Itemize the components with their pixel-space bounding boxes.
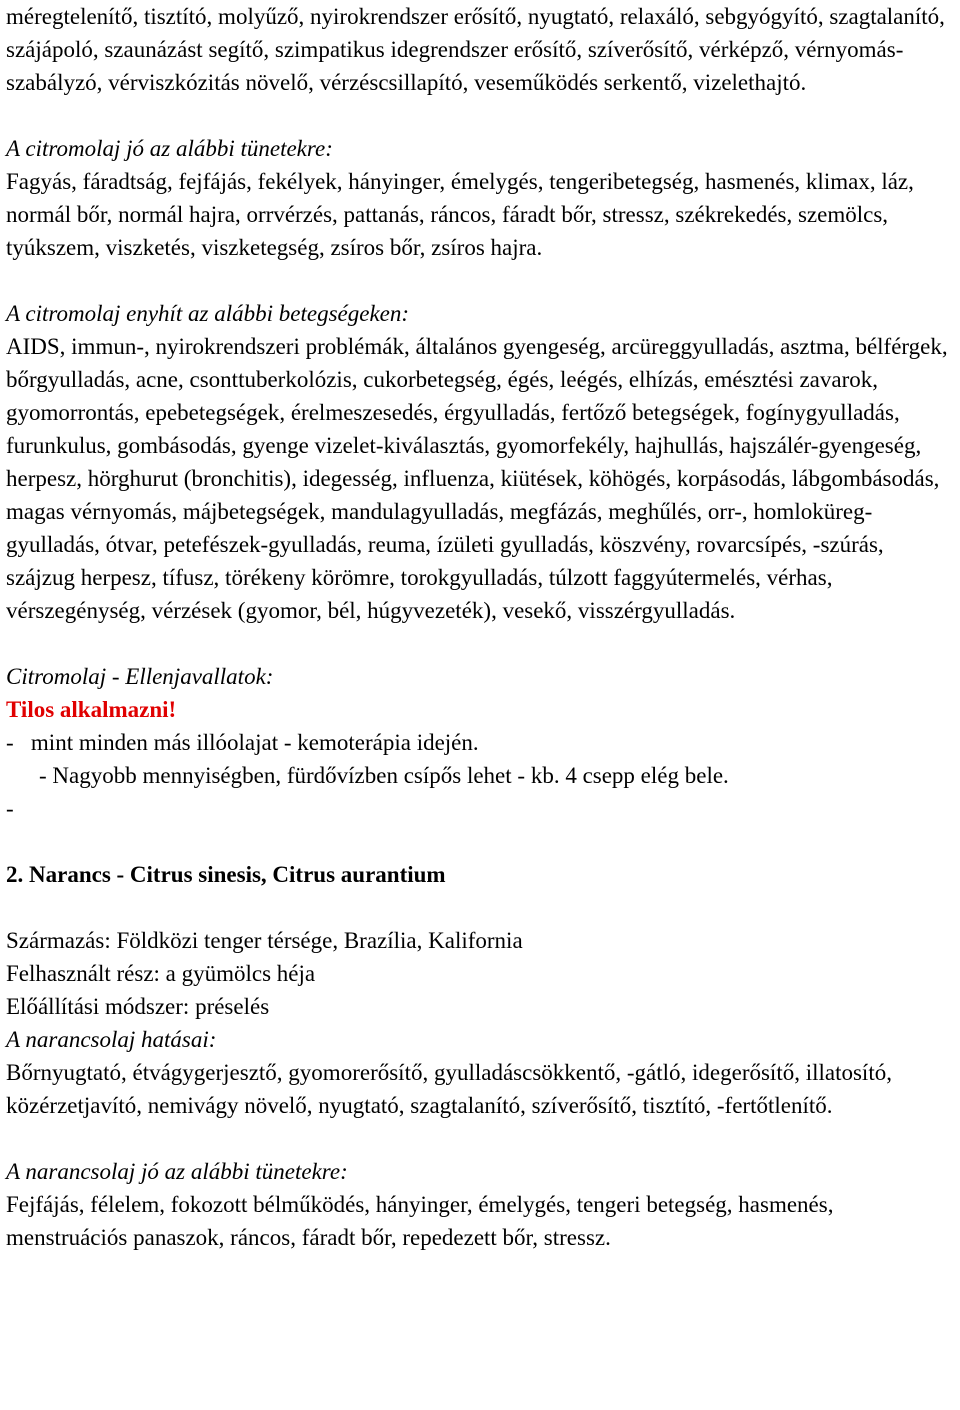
orange-symptoms-text: Fejfájás, félelem, fokozott bélműködés, hányinger, émelygés, tengeri betegség, hasmenés, menstruációs panaszok, ráncos, fáradt bőr, repedezett bőr, stressz. — [6, 1192, 834, 1250]
contraindications-heading: Citromolaj - Ellenjavallatok: — [6, 664, 274, 689]
lemon-diseases-section — [6, 297, 956, 627]
orange-section-title: 2. Narancs - Citrus sinesis, Citrus aurantium — [6, 862, 446, 887]
warning-text: Tilos alkalmazni! — [6, 697, 177, 722]
properties-paragraph: méregtelenítő, tisztító, molyűző, nyirokrendszer erősítő, nyugtató, relaxáló, sebgyógyító, szagtalanító, szájápoló, szaunázást segítő, szimpatikus idegrendszer erősítő, szíverősítő, vérképző, vérnyomás-szabályzó, vérviszkózitás növelő, vérzéscsillapító, veseműködés serkentő, vizelethajtó. — [6, 4, 945, 95]
lemon-symptoms-text: Fagyás, fáradtság, fejfájás, fekélyek, hányinger, émelygés, tengeribetegség, hasmenés, klimax, láz, normál bőr, normál hajra, orrvérzés, pattanás, ráncos, fáradt bőr, stressz, székrekedés, szemölcs, tyúkszem, viszketés, viszketegség, zsíros bőr, zsíros hajra. — [6, 169, 914, 260]
contraindication-item-2: - Nagyobb mennyiségben, fürdővízben csípős lehet - kb. 4 csepp elég bele. — [39, 763, 729, 788]
orange-effects-heading: A narancsolaj hatásai: — [6, 1027, 217, 1052]
orange-effects-text: Bőrnyugtató, étvágygerjesztő, gyomorerősítő, gyulladáscsökkentő, -gátló, idegerősítő, illatosító, közérzetjavító, nemivágy növelő, nyugtató, szagtalanító, szíverősítő, tisztító, -fertőtlenítő. — [6, 1060, 892, 1118]
document-page — [6, 0, 956, 1254]
contraindication-item-1: - mint minden más illóolajat - kemoterápia idején. — [6, 730, 479, 755]
lemon-symptoms-section — [6, 132, 956, 264]
orange-origin: Származás: Földközi tenger térsége, Brazília, Kalifornia — [6, 928, 523, 953]
contraindication-item-3: - — [6, 796, 14, 821]
lemon-diseases-heading: A citromolaj enyhít az alábbi betegségeken: — [6, 301, 410, 326]
orange-info-section — [6, 924, 956, 1122]
contraindications-section — [6, 660, 956, 825]
orange-symptoms-heading: A narancsolaj jó az alábbi tünetekre: — [6, 1159, 348, 1184]
orange-method: Előállítási módszer: préselés — [6, 994, 270, 1019]
lemon-symptoms-heading: A citromolaj jó az alábbi tünetekre: — [6, 136, 333, 161]
orange-part-used: Felhasznált rész: a gyümölcs héja — [6, 961, 316, 986]
orange-symptoms-section — [6, 1155, 956, 1254]
lemon-diseases-text: AIDS, immun-, nyirokrendszeri problémák, általános gyengeség, arcüreggyulladás, asztma, bélférgek, bőrgyulladás, acne, csonttuberkolózis, cukorbetegség, égés, leégés, elhízás, emésztési zavarok, gyomorrontás, epebetegségek, érelmeszesedés, érgyulladás, fertőző betegségek, fogínygyulladás, furunkulus, gombásodás, gyenge vizelet-kiválasztás, gyomorfekély, hajhullás, hajszálér-gyengeség, herpesz, hörghurut (bronchitis), idegesség, influenza, kiütések, köhögés, korpásodás, lábgombásodás, magas vérnyomás, májbetegségek, mandulagyulladás, megfázás, meghűlés, orr-, homloküreg-gyulladás, ótvar, petefészek-gyulladás, reuma, ízületi gyulladás, köszvény, rovarcsípés, -szúrás, szájzug herpesz, tífusz, törékeny körömre, torokgyulladás, túlzott faggyútermelés, vérhas, vérszegénység, vérzések (gyomor, bél, húgyvezeték), vesekő, visszérgyulladás. — [6, 334, 948, 623]
